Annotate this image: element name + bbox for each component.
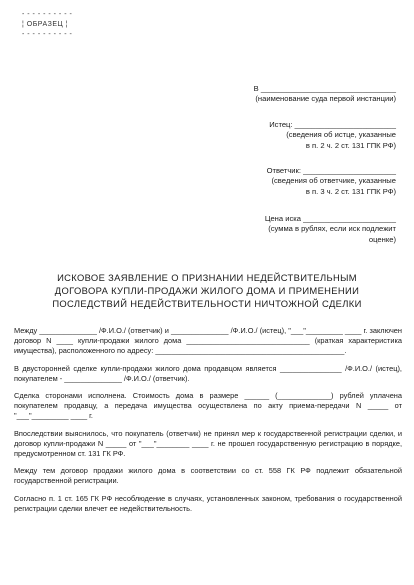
- title-line-3: ПОСЛЕДСТВИЙ НЕДЕЙСТВИТЕЛЬНОСТИ НИЧТОЖНОЙ СДЕЛКИ: [52, 297, 362, 309]
- document-body: [14, 326, 402, 521]
- defendant-caption-1: (сведения об ответчике, указанные: [271, 176, 396, 186]
- defendant-block: [267, 166, 396, 197]
- plaintiff-caption-2: в п. 2 ч. 2 ст. 131 ГПК РФ): [305, 140, 396, 150]
- court-block: [254, 84, 396, 105]
- plaintiff-line: Истец: ________________________: [269, 120, 396, 129]
- sample-stamp: [22, 10, 72, 40]
- paragraph-registration: Впоследствии выяснилось, что покупатель (ответчик) не принял мер к государственной регистрации сделки, и договор купли-продажи N _____ от "___"________ ____ г. не прошел государственную регистрацию в порядке, предусмотренном ст. 131 ГК РФ.: [14, 428, 402, 459]
- claim-value-caption-2: оценке): [368, 234, 396, 244]
- defendant-line: Ответчик: ______________________: [266, 166, 396, 175]
- paragraph-law-558: Между тем договор продажи жилого дома в соответствии со ст. 558 ГК РФ подлежит обязательной государственной регистрации.: [14, 466, 402, 486]
- stamp-bottom-dashes: - - - - - - - - - -: [22, 31, 73, 38]
- plaintiff-caption-1: (сведения об истце, указанные: [286, 130, 396, 140]
- court-line: В ________________________________: [253, 84, 396, 93]
- paragraph-execution: Сделка сторонами исполнена. Стоимость дома в размере ______ (_____________) рублей уплачена покупателем продавцу, а передача имущества осуществлена по акту приема-передачи N _____ от "___"_________ ____ г.: [14, 391, 402, 421]
- plaintiff-block: [269, 120, 396, 151]
- stamp-top-dashes: - - - - - - - - - -: [22, 11, 73, 18]
- paragraph-sides: В двусторонней сделке купли-продажи жилого дома продавцом является _______________ /Ф.И.О./ (истец), покупателем - ______________ /Ф.И.О./ (ответчик).: [14, 363, 402, 383]
- title-line-2: ДОГОВОРА КУПЛИ-ПРОДАЖИ ЖИЛОГО ДОМА И ПРИМЕНЕНИИ: [54, 284, 360, 296]
- paragraph-parties: Между ______________ /Ф.И.О./ (ответчик) и ______________ /Ф.И.О./ (истец), "___"_________ ____ г. заключен договор N ____ купли-продажи жилого дома ______________________________ (краткая характеристика имущества), расположенного по адресу: ______________________________________________.: [14, 326, 402, 356]
- title-line-1: ИСКОВОЕ ЗАЯВЛЕНИЕ О ПРИЗНАНИИ НЕДЕЙСТВИТЕЛЬНЫМ: [57, 272, 357, 283]
- claim-value-block: [265, 214, 396, 245]
- court-caption: (наименование суда первой инстанции): [255, 94, 396, 104]
- defendant-caption-2: в п. 3 ч. 2 ст. 131 ГПК РФ): [305, 186, 396, 196]
- document-title: [14, 272, 400, 310]
- claim-value-line: Цена иска ______________________: [264, 214, 396, 223]
- paragraph-law-165: Согласно п. 1 ст. 165 ГК РФ несоблюдение в случаях, установленных законом, требования о государственной регистрации сделки влечет ее недействительность.: [14, 493, 402, 513]
- stamp-label: ¦ ОБРАЗЕЦ ¦: [22, 21, 68, 28]
- claim-value-caption-1: (сумма в рублях, если иск подлежит: [268, 224, 396, 234]
